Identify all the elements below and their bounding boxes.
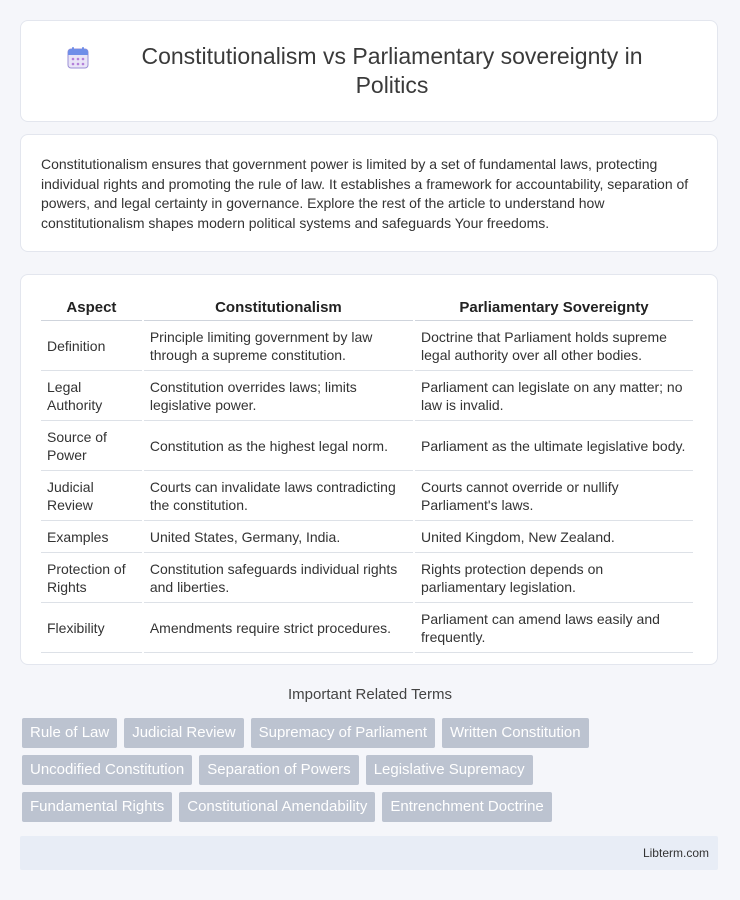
row-aspect: Flexibility (41, 603, 142, 653)
tag-written-constitution[interactable]: Written Constitution (442, 718, 589, 748)
row-parliamentary: Doctrine that Parliament holds supreme legal authority over all other bodies. (415, 321, 693, 371)
row-constitutionalism: Courts can invalidate laws contradicting the constitution. (144, 471, 413, 521)
row-constitutionalism: Principle limiting government by law through a supreme constitution. (144, 321, 413, 371)
footer (20, 836, 718, 870)
header-constitutionalism: Constitutionalism (144, 293, 413, 321)
row-parliamentary: Parliament can legislate on any matter; no law is invalid. (415, 371, 693, 421)
table-row (41, 603, 693, 653)
row-parliamentary: United Kingdom, New Zealand. (415, 521, 693, 553)
header-aspect: Aspect (41, 293, 142, 321)
tag-entrenchment-doctrine[interactable]: Entrenchment Doctrine (382, 792, 551, 822)
row-aspect: Judicial Review (41, 471, 142, 521)
table-row (41, 521, 693, 553)
tag-rule-of-law[interactable]: Rule of Law (22, 718, 117, 748)
related-terms-title: Important Related Terms (288, 686, 452, 703)
intro-paragraph: Constitutionalism ensures that government power is limited by a set of fundamental laws, protecting individual rights and promoting the rule of law. It establishes a framework for accountability, separation of powers, and legal certainty in governance. Explore the rest of the article to understand how constitutionalism shapes modern political systems and safeguards Your freedoms. (41, 156, 689, 231)
row-constitutionalism: Constitution overrides laws; limits legislative power. (144, 371, 413, 421)
row-aspect: Source of Power (41, 421, 142, 471)
table-row (41, 421, 693, 471)
page-title: Constitutionalism vs Parliamentary sovereignty in Politics (141, 43, 643, 98)
comparison-card (20, 274, 718, 665)
row-parliamentary: Courts cannot override or nullify Parliament's laws. (415, 471, 693, 521)
table-header-row (41, 293, 693, 321)
tag-separation-of-powers[interactable]: Separation of Powers (199, 755, 358, 785)
tag-uncodified-constitution[interactable]: Uncodified Constitution (22, 755, 192, 785)
intro-card (20, 134, 718, 252)
tag-supremacy-of-parliament[interactable]: Supremacy of Parliament (251, 718, 435, 748)
row-constitutionalism: United States, Germany, India. (144, 521, 413, 553)
related-terms-tags (22, 718, 722, 829)
row-parliamentary: Parliament can amend laws easily and frequently. (415, 603, 693, 653)
table-row (41, 553, 693, 603)
row-parliamentary: Parliament as the ultimate legislative body. (415, 421, 693, 471)
table-row (41, 371, 693, 421)
comparison-table (39, 293, 695, 653)
header-parliamentary-sovereignty: Parliamentary Sovereignty (415, 293, 693, 321)
title-card (20, 20, 718, 122)
row-aspect: Legal Authority (41, 371, 142, 421)
tag-fundamental-rights[interactable]: Fundamental Rights (22, 792, 172, 822)
row-aspect: Protection of Rights (41, 553, 142, 603)
row-aspect: Definition (41, 321, 142, 371)
tag-legislative-supremacy[interactable]: Legislative Supremacy (366, 755, 533, 785)
table-row (41, 321, 693, 371)
tag-constitutional-amendability[interactable]: Constitutional Amendability (179, 792, 375, 822)
footer-site-link[interactable]: Libterm.com (642, 846, 709, 860)
table-row (41, 471, 693, 521)
row-parliamentary: Rights protection depends on parliamentary legislation. (415, 553, 693, 603)
calendar-icon (66, 46, 90, 70)
tag-row (22, 718, 722, 748)
row-aspect: Examples (41, 521, 142, 553)
row-constitutionalism: Constitution as the highest legal norm. (144, 421, 413, 471)
row-constitutionalism: Amendments require strict procedures. (144, 603, 413, 653)
title-wrap (49, 42, 689, 100)
tag-row (22, 755, 722, 785)
tag-row (22, 792, 722, 822)
tag-judicial-review[interactable]: Judicial Review (124, 718, 243, 748)
row-constitutionalism: Constitution safeguards individual rights and liberties. (144, 553, 413, 603)
